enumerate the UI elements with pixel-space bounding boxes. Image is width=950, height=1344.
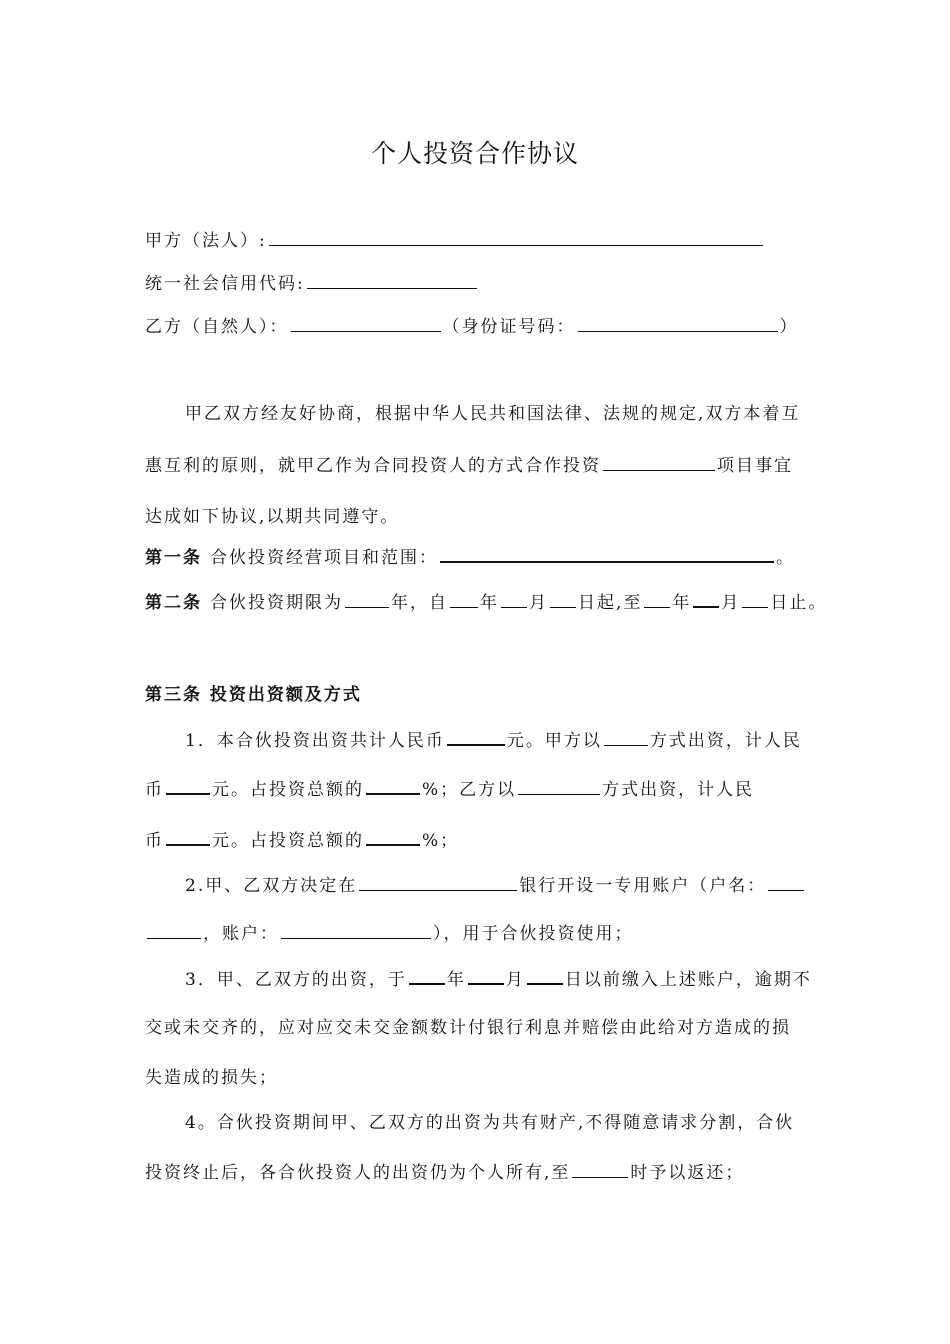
end-year-blank[interactable] (644, 591, 670, 608)
p1-text-d: 币 (145, 780, 164, 800)
p1-text-j: %； (422, 831, 460, 851)
party-a-blank[interactable] (269, 229, 763, 246)
article-3-p3-line-1 (185, 967, 812, 992)
p1-text-e: 元。占投资总额的 (212, 780, 364, 800)
article-1-end: 。 (776, 548, 795, 568)
p3-text-b: 年 (446, 970, 466, 990)
credit-code-label: 统一社会信用代码: (145, 274, 305, 294)
p2-text-b: 银行开设一专用账户（户名： (519, 876, 767, 896)
article-2-label: 第二条 (145, 593, 202, 613)
start-month-blank[interactable] (501, 591, 527, 608)
start-year-blank[interactable] (450, 591, 478, 608)
article-3-p2-line-2 (145, 922, 634, 946)
p1-text-b: 元。甲方以 (506, 731, 602, 751)
preamble-line-2 (145, 454, 793, 478)
deadline-month-blank[interactable] (468, 967, 504, 985)
end-month-blank[interactable] (693, 590, 719, 608)
party-a-method-blank[interactable] (604, 729, 648, 746)
p1-text-g: 方式出资，计人民 (602, 780, 755, 800)
article-2-t2: 年，自 (391, 593, 448, 613)
article-1-blank[interactable] (440, 545, 774, 563)
article-3-p1-line-1 (185, 728, 802, 753)
return-time-blank[interactable] (572, 1161, 628, 1178)
p3-text-a: 3．甲、乙双方的出资，于 (185, 970, 407, 990)
account-number-blank[interactable] (281, 922, 431, 939)
p1-text-a: 1．本合伙投资出资共计人民币 (185, 731, 445, 751)
deadline-year-blank[interactable] (409, 967, 445, 985)
p1-text-i: 元。占投资总额的 (212, 831, 364, 851)
p4-text-b: 投资终止后，各合伙投资人的出资仍为个人所有,至 (145, 1163, 571, 1183)
article-2-t6: 年 (672, 593, 692, 613)
article-1-text: 合伙投资经营项目和范围： (210, 548, 438, 568)
p4-text-c: 时予以返还； (630, 1163, 745, 1183)
total-amount-blank[interactable] (447, 728, 505, 746)
party-b-amount-blank[interactable] (166, 828, 210, 846)
start-day-blank[interactable] (550, 591, 576, 608)
credit-code-blank[interactable] (307, 272, 477, 289)
deadline-day-blank[interactable] (527, 967, 563, 985)
project-name-blank[interactable] (603, 454, 715, 471)
article-2-t3: 年 (480, 593, 499, 613)
party-a-percent-blank[interactable] (366, 777, 420, 795)
article-3-p3-line-2: 交或未交齐的，应对应交未交金额数计付银行利息并赔偿由此给对方造成的损 (145, 1018, 791, 1038)
article-1-label: 第一条 (145, 548, 202, 568)
term-years-blank[interactable] (345, 591, 389, 608)
article-1 (145, 545, 795, 570)
party-a-amount-blank[interactable] (166, 777, 210, 795)
credit-code-line (145, 272, 479, 296)
id-number-label: （身份证号码： (442, 317, 576, 337)
p3-text-c: 月 (505, 970, 525, 990)
preamble-line-3: 达成如下协议,以期共同遵守。 (145, 507, 400, 527)
id-close: ） (779, 317, 799, 337)
preamble-text-2b: 项目事宜 (717, 456, 793, 476)
p1-text-f: %；乙方以 (422, 780, 517, 800)
page-title: 个人投资合作协议 (370, 139, 579, 168)
article-3-heading: 第三条 投资出资额及方式 (145, 685, 362, 705)
article-3-p4-line-2 (145, 1161, 744, 1185)
article-3-p4-line-1: 4。合伙投资期间甲、乙双方的出资为共有财产,不得随意请求分割，合伙 (185, 1113, 795, 1133)
party-b-line (145, 315, 799, 339)
party-b-percent-blank[interactable] (366, 828, 420, 846)
p2-text-c: ，账户： (203, 924, 279, 944)
article-3-p3-line-3: 失造成的损失； (145, 1068, 278, 1088)
party-b-blank[interactable] (291, 315, 441, 332)
article-3-p1-line-3 (145, 828, 459, 853)
bank-name-blank[interactable] (359, 874, 517, 891)
preamble-text-2a: 惠互利的原则，就甲乙作为合同投资人的方式合作投资 (145, 456, 601, 476)
p1-text-c: 方式出资，计人民 (649, 731, 802, 751)
account-name-blank-2[interactable] (147, 922, 201, 939)
article-2-t7: 月 (721, 593, 741, 613)
article-2-t4: 月 (529, 593, 548, 613)
id-number-blank[interactable] (578, 315, 778, 332)
preamble-line-1: 甲乙双方经友好协商，根据中华人民共和国法律、法规的规定,双方本着互 (185, 404, 801, 424)
p3-text-d: 日以前缴入上述账户，逾期不 (564, 970, 812, 990)
account-name-blank-1[interactable] (768, 874, 804, 891)
p1-text-h: 币 (145, 831, 164, 851)
article-3-p1-line-2 (145, 777, 754, 802)
party-b-label: 乙方（自然人）： (145, 317, 289, 337)
article-2-t5: 日起,至 (578, 593, 643, 613)
p2-text-a: 2.甲、乙双方决定在 (185, 876, 358, 896)
party-a-label: 甲方（法人）: (145, 231, 267, 251)
article-2-t1: 合伙投资期限为 (210, 593, 343, 613)
end-day-blank[interactable] (742, 591, 768, 608)
p2-text-d: ），用于合伙投资使用； (433, 924, 634, 944)
article-3-p2-line-1 (185, 874, 806, 898)
party-a-line (145, 229, 765, 253)
article-2 (145, 590, 827, 615)
party-b-method-blank[interactable] (518, 778, 600, 795)
article-2-t8: 日止。 (770, 593, 828, 613)
